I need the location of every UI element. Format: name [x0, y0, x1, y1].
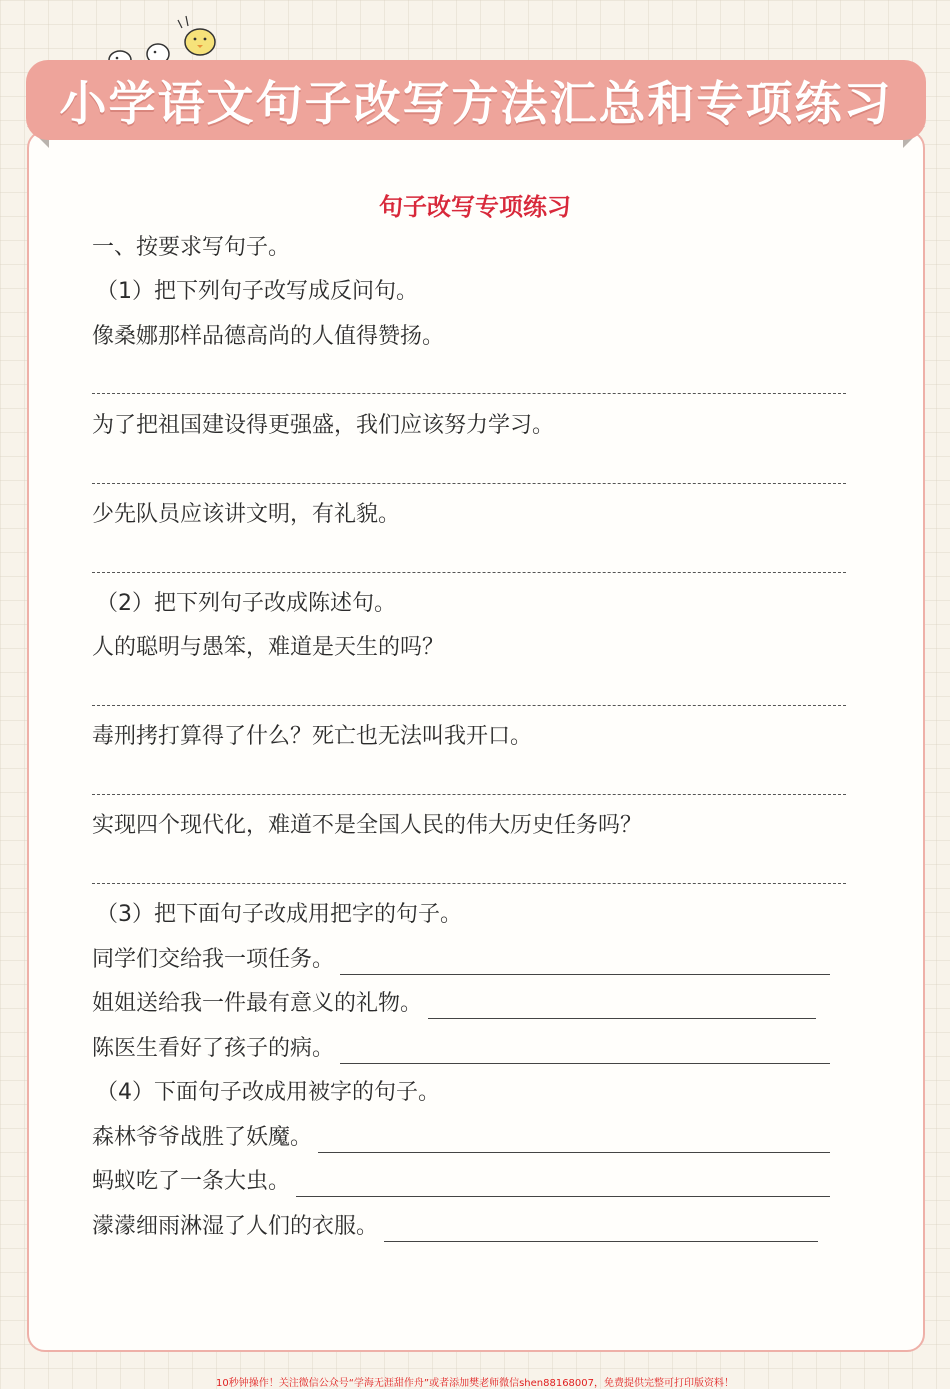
- exercise-row: [92, 1167, 830, 1197]
- answer-blank[interactable]: [384, 1218, 818, 1242]
- answer-line[interactable]: [92, 705, 846, 706]
- footer-note: 10秒钟操作！关注微信公众号“学海无涯甜作舟”或者添加樊老师微信shen88168007，免费提供完整可打印版资料！: [215, 1378, 735, 1389]
- answer-blank[interactable]: [340, 1040, 830, 1064]
- exercise-row: [92, 945, 830, 975]
- exercise-sentence: 实现四个现代化，难道不是全国人民的伟大历史任务吗？: [92, 813, 643, 838]
- exercise-sentence: 人的聪明与愚笨，难道是天生的吗？: [92, 635, 445, 660]
- exercise-row: [92, 1212, 818, 1242]
- exercise-sentence: 陈医生看好了孩子的病。: [92, 1036, 335, 1061]
- answer-line[interactable]: [92, 572, 846, 573]
- exercise-sentence: 姐姐送给我一件最有意义的礼物。: [92, 991, 423, 1016]
- answer-blank[interactable]: [318, 1129, 830, 1153]
- exercise-sentence: 毒刑拷打算得了什么？死亡也无法叫我开口。: [92, 724, 533, 749]
- exercise-sentence: 蚂蚁吃了一条大虫。: [92, 1169, 291, 1194]
- page-title: 小学语文句子改写方法汇总和专项练习: [59, 76, 893, 132]
- answer-blank[interactable]: [428, 995, 816, 1019]
- title-banner: [26, 60, 926, 140]
- section-heading: 一、按要求写句子。: [92, 235, 291, 260]
- group-instruction: （1）把下列句子改写成反问句。: [96, 279, 418, 304]
- group-instruction: （2）把下列句子改成陈述句。: [96, 591, 396, 616]
- exercise-row: [92, 989, 816, 1019]
- group-instruction: （4）下面句子改成用被字的句子。: [96, 1080, 440, 1105]
- exercise-sentence: 像桑娜那样品德高尚的人值得赞扬。: [92, 324, 445, 349]
- exercise-row: [92, 1123, 830, 1153]
- answer-line[interactable]: [92, 483, 846, 484]
- exercise-sentence: 为了把祖国建设得更强盛，我们应该努力学习。: [92, 413, 555, 438]
- answer-line[interactable]: [92, 883, 846, 884]
- worksheet-subtitle: 句子改写专项练习: [379, 193, 571, 221]
- group-instruction: （3）把下面句子改成用把字的句子。: [96, 902, 462, 927]
- exercise-row: [92, 1034, 830, 1064]
- answer-line[interactable]: [92, 393, 846, 394]
- exercise-sentence: 同学们交给我一项任务。: [92, 947, 335, 972]
- answer-blank[interactable]: [296, 1173, 830, 1197]
- exercise-sentence: 森林爷爷战胜了妖魔。: [92, 1125, 313, 1150]
- exercise-sentence: 少先队员应该讲文明，有礼貌。: [92, 502, 401, 527]
- answer-blank[interactable]: [340, 951, 830, 975]
- answer-line[interactable]: [92, 794, 846, 795]
- exercise-sentence: 濛濛细雨淋湿了人们的衣服。: [92, 1214, 379, 1239]
